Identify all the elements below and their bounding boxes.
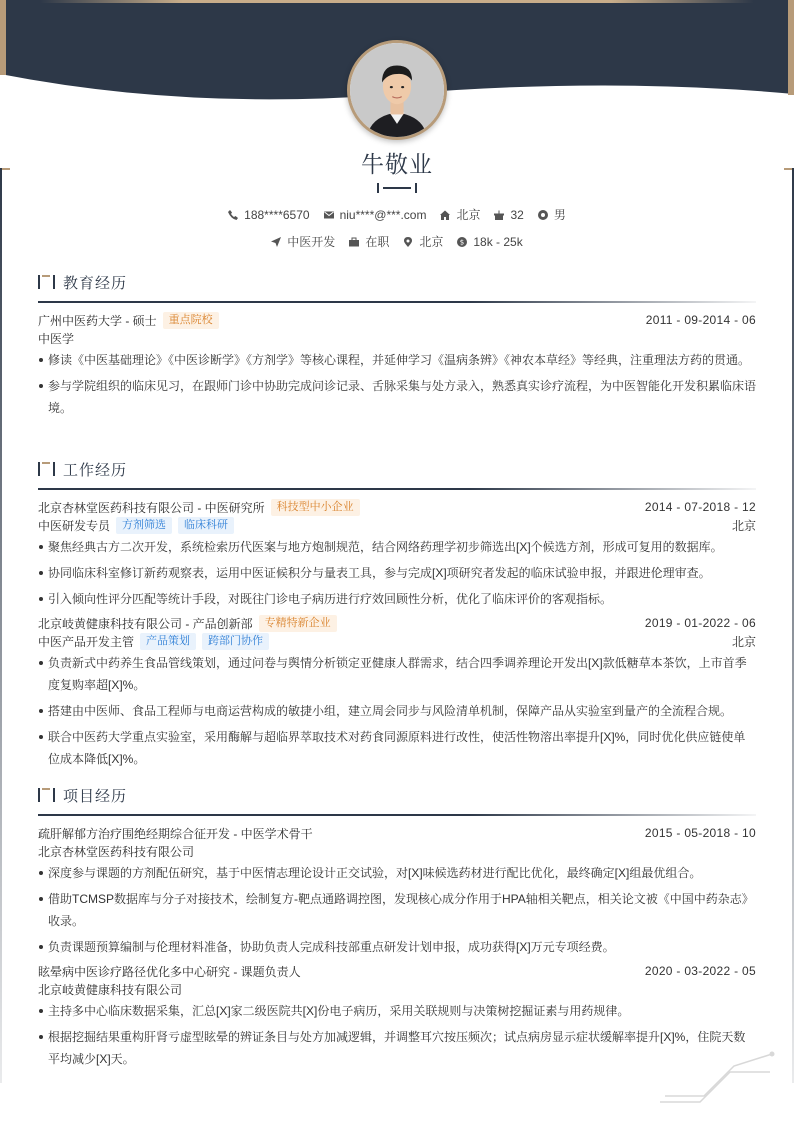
list-item: 借助TCMSP数据库与分子对接技术，绘制复方-靶点通路调控图，发现核心成分作用于HPA轴相关靶点，相关论文被《中国中药杂志》收录。 <box>38 888 756 932</box>
email-icon <box>324 210 334 220</box>
salary-text: 18k - 25k <box>473 234 523 249</box>
work-entry <box>38 614 756 770</box>
salary-item <box>457 235 522 249</box>
send-icon <box>271 237 281 247</box>
work-title: 工作经历 <box>63 461 128 479</box>
education-header <box>38 271 756 293</box>
skill-tag: 产品策划 <box>140 633 196 650</box>
education-bullets <box>38 349 756 419</box>
project-date: 2015 - 05-2018 - 10 <box>644 826 756 840</box>
project-entry <box>38 962 756 1070</box>
company-tag: 专精特新企业 <box>259 615 337 632</box>
project-name: 疏肝解郁方治疗围绝经期综合征开发 - 中医学术骨干 <box>38 826 313 841</box>
list-item: 引入倾向性评分匹配等统计手段，对既往门诊电子病历进行疗效回顾性分析，优化了临床评价的客观指标。 <box>38 588 756 610</box>
education-title: 教育经历 <box>63 274 128 292</box>
phone-item <box>228 208 309 222</box>
project-title: 项目经历 <box>63 787 128 805</box>
list-item: 负责课题预算编制与伦理材料准备，协助负责人完成科技部重点研发计划申报，成功获得[X]万元专项经费。 <box>38 936 756 958</box>
email-item <box>324 208 427 222</box>
list-item: 根据挖掘结果重构肝肾亏虚型眩晕的辨证条目与处方加减逻辑，并调整耳穴按压频次；试点病房显示症状缓解率提升[X]%，住院天数平均减少[X]天。 <box>38 1026 756 1070</box>
company-tag: 科技型中小企业 <box>271 499 360 516</box>
school-tag: 重点院校 <box>163 312 219 329</box>
project-bullets <box>38 862 756 958</box>
left-side-line <box>0 168 10 1083</box>
city-item <box>440 206 480 223</box>
phone-icon <box>228 210 238 220</box>
city-text: 北京 <box>456 208 481 222</box>
list-item: 修读《中医基础理论》《中医诊断学》《方剂学》等核心课程，并延伸学习《温病条辨》《神农本草经》等经典，注重理法方药的贯通。 <box>38 349 756 371</box>
svg-text:$: $ <box>460 238 465 246</box>
skill-tag: 方剂筛选 <box>116 517 172 534</box>
gender-item <box>538 206 566 223</box>
work-header <box>38 458 756 480</box>
school-name: 广州中医药大学 - 硕士 <box>38 313 157 328</box>
list-item: 参与学院组织的临床见习，在跟师门诊中协助完成问诊记录、舌脉采集与处方录入，熟悉真实诊疗流程，为中医智能化开发积累临床语境。 <box>38 375 756 419</box>
job-target-text: 中医开发 <box>287 235 336 249</box>
list-item: 搭建由中医师、食品工程师与电商运营构成的敏捷小组，建立周会同步与风险清单机制，保障产品从实验室到量产的全流程合规。 <box>38 700 756 722</box>
name-divider <box>375 182 419 194</box>
job-target-item <box>271 233 335 250</box>
education-entry <box>38 311 756 419</box>
project-header <box>38 784 756 806</box>
list-item: 联合中医药大学重点实验室，采用酶解与超临界萃取技术对药食同源原料进行改性，使活性物溶出率提升[X]%，同时优化供应链使单位成本降低[X]%。 <box>38 726 756 770</box>
age-item <box>494 208 523 222</box>
right-side-line <box>784 168 794 1083</box>
status-item <box>349 233 389 250</box>
age-text: 32 <box>510 207 524 222</box>
skill-tag: 跨部门协作 <box>202 633 269 650</box>
contact-info-row <box>0 206 794 223</box>
cake-icon <box>494 210 504 220</box>
project-org: 北京杏林堂医药科技有限公司 <box>38 844 195 859</box>
section-icon <box>38 462 55 476</box>
list-item: 协同临床科室修订新药观察表，运用中医证候积分与量表工具，参与完成[X]项研究者发起的临床试验申报，并跟进伦理审查。 <box>38 562 756 584</box>
project-date: 2020 - 03-2022 - 05 <box>644 964 756 978</box>
work-date: 2014 - 07-2018 - 12 <box>644 500 756 514</box>
education-date: 2011 - 09-2014 - 06 <box>645 313 756 327</box>
company-name: 北京岐黄健康科技有限公司 - 产品创新部 <box>38 616 253 631</box>
briefcase-icon <box>349 237 359 247</box>
project-section <box>38 784 756 1074</box>
section-icon <box>38 788 55 802</box>
list-item: 负责新式中药养生食品管线策划，通过问卷与舆情分析锁定亚健康人群需求，结合四季调养理论开发出[X]款低糖草本茶饮，上市首季度复购率超[X]%。 <box>38 652 756 696</box>
avatar-portrait-icon <box>350 43 444 137</box>
email-text: niu****@***.com <box>339 207 427 222</box>
money-icon <box>457 237 467 247</box>
work-bullets <box>38 536 756 610</box>
section-icon <box>38 275 55 289</box>
section-divider <box>38 488 756 490</box>
work-bullets <box>38 652 756 770</box>
work-section <box>38 458 756 774</box>
section-divider <box>38 814 756 816</box>
company-name: 北京杏林堂医药科技有限公司 - 中医研究所 <box>38 500 265 515</box>
project-name: 眩晕病中医诊疗路径优化多中心研究 - 课题负责人 <box>38 964 301 979</box>
project-entry <box>38 824 756 958</box>
list-item: 聚焦经典古方二次开发，系统检索历代医案与地方炮制规范，结合网络药理学初步筛选出[X]个候选方剂，形成可复用的数据库。 <box>38 536 756 558</box>
location-pin-icon <box>403 237 413 247</box>
corner-decoration <box>660 1048 780 1108</box>
work-entry <box>38 498 756 610</box>
phone-text: 188****6570 <box>244 207 310 222</box>
role-name: 中医产品开发主管 <box>38 634 135 649</box>
work-city: 北京 <box>731 518 756 533</box>
target-city-text: 北京 <box>419 235 444 249</box>
major-name: 中医学 <box>38 331 75 346</box>
skill-tag: 临床科研 <box>178 517 234 534</box>
gender-text: 男 <box>553 208 566 222</box>
list-item: 深度参与课题的方剂配伍研究，基于中医情志理论设计正交试验，对[X]味候选药材进行配比优化，最终确定[X]组最优组合。 <box>38 862 756 884</box>
candidate-name: 牛敬业 <box>361 152 433 178</box>
status-text: 在职 <box>365 235 390 249</box>
work-city: 北京 <box>731 634 756 649</box>
education-section <box>38 271 756 423</box>
home-icon <box>440 210 450 220</box>
gender-icon <box>538 210 548 220</box>
work-date: 2019 - 01-2022 - 06 <box>644 616 756 630</box>
avatar <box>347 40 447 140</box>
role-name: 中医研发专员 <box>38 518 111 533</box>
section-divider <box>38 301 756 303</box>
project-org: 北京岐黄健康科技有限公司 <box>38 982 183 997</box>
project-bullets <box>38 1000 756 1070</box>
list-item: 主持多中心临床数据采集，汇总[X]家二级医院共[X]份电子病历，采用关联规则与决策树挖掘证素与用药规律。 <box>38 1000 756 1022</box>
job-info-row <box>0 233 794 250</box>
target-city-item <box>403 233 443 250</box>
